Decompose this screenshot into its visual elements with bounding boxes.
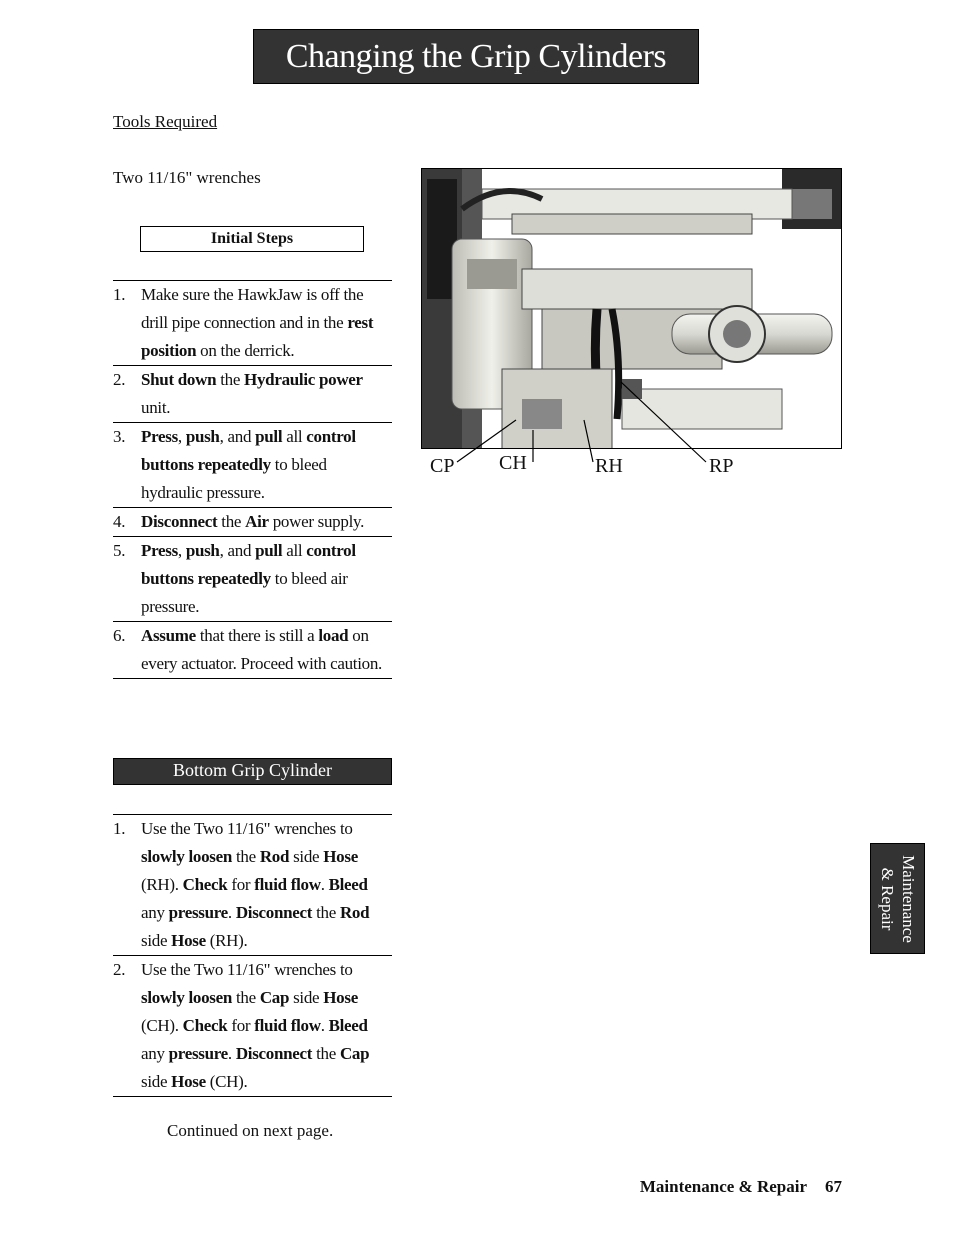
step-text-run: side (141, 931, 172, 950)
step-text-bold: slowly loosen (141, 988, 233, 1007)
step-text-bold: Rod (339, 903, 370, 922)
step-text-bold: Cap (339, 1044, 370, 1063)
step-text-run: for (227, 875, 255, 894)
step-text-run: the (216, 370, 245, 389)
step-text-bold: Hose (171, 1072, 206, 1091)
step-text-bold: Rod (259, 847, 290, 866)
step-text-run: Use the Two 11/16" wrenches to (141, 819, 353, 838)
footer-section: Maintenance & Repair (639, 1177, 807, 1196)
bottom-grip-steps-list (113, 814, 392, 1097)
step-text (141, 626, 382, 673)
step-text-run: unit. (141, 398, 171, 417)
step-text-run: , (177, 541, 186, 560)
step-text-run: all (282, 427, 307, 446)
callout-leaders (421, 360, 751, 480)
step-text-bold: Check (182, 875, 228, 894)
step-text-run: Make sure the HawkJaw is off the drill pipe connection and in the (141, 285, 364, 332)
step-text-bold: control buttons repeatedly (141, 541, 356, 588)
step-text (141, 512, 364, 531)
step-text-run: all (282, 541, 307, 560)
step-text-bold: rest position (141, 313, 374, 360)
step-text-run: side (141, 1072, 172, 1091)
step-item (113, 508, 392, 537)
step-text-run: (RH). (141, 875, 183, 894)
step-text-bold: load (318, 626, 349, 645)
step-item (113, 815, 392, 956)
step-text (141, 541, 356, 616)
step-text-run: the (232, 847, 260, 866)
step-text-run: to bleed hydraulic pressure. (141, 455, 327, 502)
step-text-bold: Hydraulic power (244, 370, 363, 389)
tools-required-heading: Tools Required (113, 112, 218, 131)
step-text-run: . (227, 903, 236, 922)
step-text (141, 285, 373, 360)
step-number: 5. (113, 541, 126, 560)
label-cp: CP (430, 455, 455, 477)
step-item (113, 281, 392, 366)
step-text-bold: Hose (323, 988, 358, 1007)
step-item (113, 423, 392, 508)
tools-required-value: Two 11/16" wrenches (113, 168, 261, 187)
step-text-run: Use the Two 11/16" wrenches to (141, 960, 353, 979)
step-text-bold: Shut down (141, 370, 217, 389)
step-text-run: side (289, 988, 324, 1007)
initial-steps-heading: Initial Steps (140, 226, 364, 252)
section-side-tab (870, 843, 925, 954)
step-text (141, 427, 356, 502)
step-text-bold: Hose (171, 931, 206, 950)
step-text-bold: push (185, 427, 220, 446)
initial-steps-list (113, 280, 392, 679)
page-number: 67 (825, 1177, 842, 1196)
step-text (141, 960, 369, 1091)
step-text-bold: fluid flow (254, 875, 321, 894)
step-text-run: that there is still a (195, 626, 319, 645)
step-text-run: (CH). (141, 1016, 183, 1035)
page-footer (640, 1177, 842, 1197)
step-text-bold: Press (141, 427, 178, 446)
step-text-run: . (320, 1016, 329, 1035)
side-tab-line1: Maintenance (898, 854, 918, 943)
step-text-run: to bleed air pressure. (141, 569, 348, 616)
label-rp: RP (709, 455, 734, 477)
step-text-bold: Cap (259, 988, 290, 1007)
step-text-run: any (141, 903, 169, 922)
step-text (141, 370, 363, 417)
step-number: 3. (113, 427, 126, 446)
step-text-run: for (227, 1016, 255, 1035)
step-item (113, 537, 392, 622)
step-number: 6. (113, 626, 126, 645)
rp-leader-line (621, 382, 706, 462)
step-text-bold: control buttons repeatedly (141, 427, 356, 474)
step-text-bold: Check (182, 1016, 228, 1035)
step-text-bold: Press (141, 541, 178, 560)
step-item (113, 366, 392, 423)
step-text-bold: slowly loosen (141, 847, 233, 866)
step-text-bold: Bleed (328, 875, 368, 894)
step-text-run: the (312, 1044, 340, 1063)
step-text-run: , (177, 427, 186, 446)
step-text-bold: Air (245, 512, 269, 531)
step-item (113, 956, 392, 1097)
label-rh: RH (595, 455, 623, 477)
step-text-run: power supply. (268, 512, 365, 531)
step-text-run: the (232, 988, 260, 1007)
step-text-run: on every actuator. Proceed with caution. (141, 626, 382, 673)
step-text-run: (RH). (205, 931, 248, 950)
step-text-run: on the derrick. (196, 341, 295, 360)
step-number: 1. (113, 819, 126, 838)
step-text-bold: fluid flow (254, 1016, 321, 1035)
step-text-bold: pressure (168, 903, 228, 922)
step-number: 4. (113, 512, 126, 531)
step-text-bold: Disconnect (141, 512, 218, 531)
bottom-grip-heading: Bottom Grip Cylinder (113, 758, 392, 785)
side-tab-line2: & Repair (877, 867, 897, 930)
step-text-run: , and (219, 541, 256, 560)
step-text-run: the (312, 903, 340, 922)
step-text-bold: Disconnect (235, 1044, 313, 1063)
step-text-run: (CH). (205, 1072, 248, 1091)
rh-leader-line (584, 420, 593, 462)
step-text-run: , and (219, 427, 256, 446)
step-text-run: . (227, 1044, 236, 1063)
step-text-bold: pressure (168, 1044, 228, 1063)
step-number: 1. (113, 285, 126, 304)
step-text-run: any (141, 1044, 169, 1063)
continued-note: Continued on next page. (167, 1121, 334, 1140)
step-text-bold: pull (255, 541, 283, 560)
step-text-bold: Assume (141, 626, 196, 645)
page-title: Changing the Grip Cylinders (253, 29, 699, 84)
step-item (113, 622, 392, 679)
step-text-run: . (320, 875, 329, 894)
step-text-bold: Disconnect (235, 903, 313, 922)
step-text-bold: Bleed (328, 1016, 368, 1035)
step-number: 2. (113, 960, 126, 979)
step-text (141, 819, 369, 950)
step-text-run: side (289, 847, 324, 866)
label-ch: CH (499, 452, 527, 474)
step-text-run: the (217, 512, 246, 531)
step-text-bold: push (185, 541, 220, 560)
step-text-bold: pull (255, 427, 283, 446)
step-text-bold: Hose (323, 847, 358, 866)
step-number: 2. (113, 370, 126, 389)
